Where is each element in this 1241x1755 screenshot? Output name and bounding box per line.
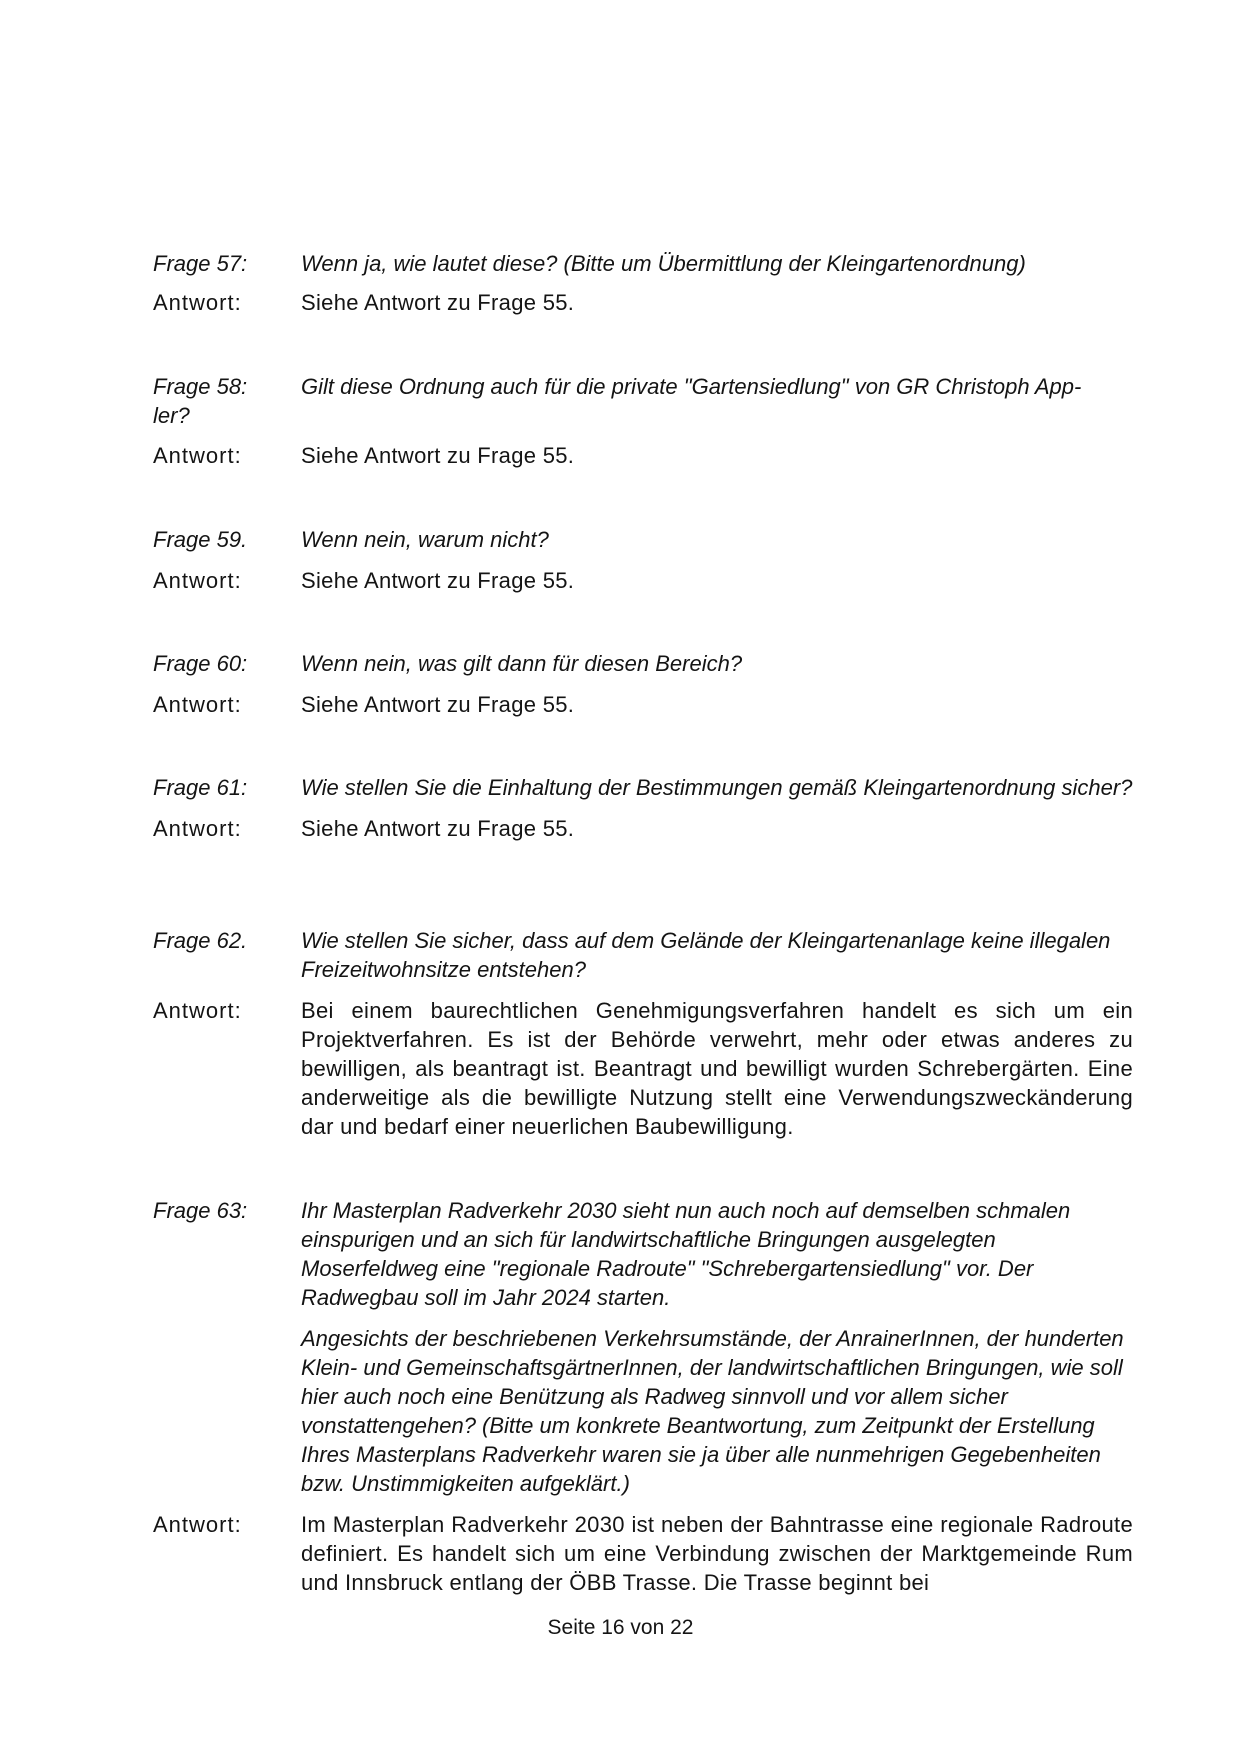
qa-item-57 bbox=[153, 249, 1133, 317]
answer-row bbox=[153, 288, 1133, 317]
question-label: Frage 60: bbox=[153, 651, 248, 676]
question-text-continuation: ler? bbox=[153, 403, 190, 428]
question-row bbox=[153, 249, 1133, 278]
answer-text: Siehe Antwort zu Frage 55. bbox=[301, 692, 575, 717]
question-row bbox=[153, 372, 1133, 401]
answer-row bbox=[153, 690, 1133, 719]
question-row bbox=[153, 649, 1133, 678]
question-label: Frage 59. bbox=[153, 527, 248, 552]
answer-text: Bei einem baurechtlichen Genehmigungsverfahren handelt es sich um ein Projektverfahren. Es ist der Behörde verwehrt, mehr oder etwas anderes zu bewilligen, als beantragt ist. Beantragt und bewilligt wurden Schrebergärten. Eine anderweitige als die bewilligte Nutzung stellt eine Verwendungszweckänderung dar und bedarf einer neuerlichen Baubewilligung. bbox=[301, 998, 1133, 1139]
answer-text: Siehe Antwort zu Frage 55. bbox=[301, 568, 575, 593]
answer-label: Antwort: bbox=[153, 692, 242, 717]
question-text: Ihr Masterplan Radverkehr 2030 sieht nun auch noch auf demselben schmalen einspurigen und an sich für landwirtschaftliche Bringungen ausgelegten Moserfeldweg eine "regionale Radroute" "Schrebergartensiedlung" vor. Der Radwegbau soll im Jahr 2024 starten. bbox=[301, 1198, 1071, 1310]
qa-item-61 bbox=[153, 773, 1133, 843]
answer-label: Antwort: bbox=[153, 998, 242, 1023]
answer-label: Antwort: bbox=[153, 290, 242, 315]
answer-label: Antwort: bbox=[153, 568, 242, 593]
page-number-footer: Seite 16 von 22 bbox=[547, 1616, 694, 1639]
answer-row bbox=[153, 441, 1133, 470]
answer-text: Siehe Antwort zu Frage 55. bbox=[301, 290, 575, 315]
answer-row bbox=[153, 1510, 1133, 1597]
answer-row bbox=[153, 566, 1133, 595]
answer-label: Antwort: bbox=[153, 1512, 242, 1537]
question-text-followup: Angesichts der beschriebenen Verkehrsumstände, der AnrainerInnen, der hunderten Klein- und GemeinschaftsgärtnerInnen, der landwirtschaftlichen Bringungen, wie soll hier auch noch eine Benützung als Radweg sinnvoll und vor allem sicher vonstattengehen? (Bitte um konkrete Beantwortung, zum Zeitpunkt der Erstellung Ihres Masterplans Radverkehr waren sie ja über alle nunmehrigen Gegebenheiten bzw. Unstimmigkeiten aufgeklärt.) bbox=[301, 1326, 1124, 1496]
qa-item-59 bbox=[153, 525, 1133, 595]
qa-item-60 bbox=[153, 649, 1133, 719]
answer-text: Im Masterplan Radverkehr 2030 ist neben der Bahntrasse eine regionale Radroute definiert. Es handelt sich um eine Verbindung zwischen der Marktgemeinde Rum und Innsbruck entlang der ÖBB Trasse. Die Trasse beginnt bei bbox=[301, 1512, 1133, 1595]
question-text: Wie stellen Sie sicher, dass auf dem Gelände der Kleingartenanlage keine illegalen Freizeitwohnsitze entstehen? bbox=[301, 928, 1111, 982]
question-row bbox=[153, 926, 1133, 984]
question-text: Wenn ja, wie lautet diese? (Bitte um Übermittlung der Kleingartenordnung) bbox=[301, 251, 1026, 276]
answer-label: Antwort: bbox=[153, 816, 242, 841]
question-label: Frage 63: bbox=[153, 1198, 248, 1223]
question-text: Wenn nein, warum nicht? bbox=[301, 527, 549, 552]
question-text: Wenn nein, was gilt dann für diesen Bereich? bbox=[301, 651, 743, 676]
question-label: Frage 58: bbox=[153, 374, 248, 399]
qa-item-63 bbox=[153, 1196, 1133, 1597]
answer-label: Antwort: bbox=[153, 443, 242, 468]
question-block bbox=[301, 1196, 1133, 1498]
question-text: Gilt diese Ordnung auch für die private "Gartensiedlung" von GR Christoph App- bbox=[301, 374, 1082, 399]
question-label: Frage 62. bbox=[153, 928, 248, 953]
qa-item-62 bbox=[153, 926, 1133, 1141]
question-continuation-row bbox=[153, 401, 1133, 430]
question-label: Frage 57: bbox=[153, 251, 248, 276]
answer-text: Siehe Antwort zu Frage 55. bbox=[301, 443, 575, 468]
question-row bbox=[153, 525, 1133, 554]
question-row bbox=[153, 773, 1133, 802]
answer-text: Siehe Antwort zu Frage 55. bbox=[301, 816, 575, 841]
question-text: Wie stellen Sie die Einhaltung der Bestimmungen gemäß Kleingartenordnung sicher? bbox=[301, 775, 1133, 800]
question-row bbox=[153, 1196, 1133, 1498]
answer-row bbox=[153, 814, 1133, 843]
qa-item-58 bbox=[153, 372, 1133, 470]
question-label: Frage 61: bbox=[153, 775, 248, 800]
answer-row bbox=[153, 996, 1133, 1141]
